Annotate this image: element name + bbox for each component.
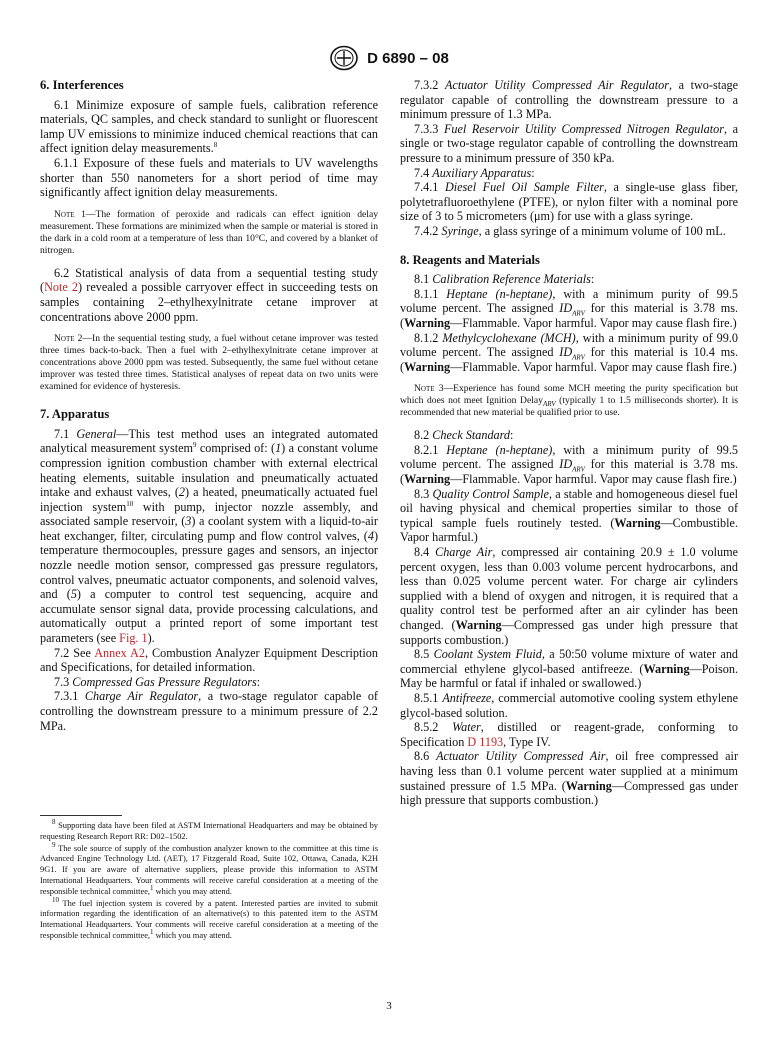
right-column bbox=[400, 78, 738, 808]
para-8-2-1: 8.2.1 Heptane (n-heptane), with a minimum purity of 99.5 volume percent. The assigned $ID_{ARV}$ for this material is 3.78 ms. (Warning—Flammable. Vapor harmful. Vapor may cause flash fire.) bbox=[400, 442, 738, 487]
para-7-3-2: 7.3.2 Actuator Utility Compressed Air Regulator, a two-stage regulator capable of controlling the downstream pressure to a minimum pressure of 1.3 MPa. bbox=[400, 78, 739, 122]
para-6-2: 6.2 Statistical analysis of data from a sequential testing study (Note 2) revealed a possible carryover effect in succeeding tests on samples containing 2–ethylhexylnitrate cetane improver at concentrations above 2000 ppm. bbox=[40, 265, 378, 324]
para-7-3: 7.3 Compressed Gas Pressure Regulators: bbox=[54, 674, 261, 689]
footnote-8: $^8$ Supporting data have been filed at ASTM International Headquarters and may be obtained by requesting Research Report RR: D02–1502. bbox=[40, 818, 378, 841]
para-7-3-1: 7.3.1 Charge Air Regulator, a two-stage regulator capable of controlling the downstream pressure to a minimum pressure of 2.2 MPa. bbox=[40, 689, 378, 733]
section-7-title: 7. Apparatus bbox=[40, 407, 110, 422]
para-8-5-2: 8.5.2 Water, distilled or reagent-grade, conforming to Specification D 1193, Type IV. bbox=[400, 720, 738, 749]
footnote-ref-9[interactable]: 9 bbox=[193, 441, 197, 450]
footnote-9: $^9$ The sole source of supply of the combustion analyzer known to the committee at this time is Advanced Engine Technology Ltd. (AET), 17 Fitzgerald Road, Suite 102, Ottawa, Canada, K2H 9G1. If you are aware of alternative suppliers, please provide this information to ASTM International Headquarters. Your comments will receive careful consideration at a meeting of the responsible technical committee,$^1$ which you may attend. bbox=[40, 840, 378, 896]
para-7-2: 7.2 See Annex A2, Combustion Analyzer Equipment Description and Specifications, for detailed information. bbox=[40, 645, 378, 675]
para-8-5: 8.5 Coolant System Fluid, a 50:50 volume mixture of water and commercial ethylene glycol-based antifreeze. (Warning—Poison. May be harmful or fatal if inhaled or swallowed.) bbox=[400, 647, 739, 691]
footnote-ref-8[interactable]: 8 bbox=[213, 141, 218, 150]
left-column bbox=[40, 78, 378, 733]
note-1: Note 1—The formation of peroxide and radicals can effect ignition delay measurement. These formations are minimized when the sample or material is stored in the dark in a cold room at a temperature of less than 10°C, and covered by a blanket of nitrogen. bbox=[40, 208, 378, 256]
footnote-10: $^{10}$ The fuel injection system is covered by a patent. Interested parties are invited to submit information regarding the identification of an alternative(s) to this patented item to the ASTM International Headquarters. Your comments will receive careful consideration at a meeting of the responsible technical committee,$^1$ which you may attend. bbox=[40, 895, 378, 940]
footnote-ref-10[interactable]: 10 bbox=[126, 499, 134, 508]
note-2-link[interactable]: Note 2 bbox=[44, 280, 79, 295]
para-7-4: 7.4 Auxiliary Apparatus: bbox=[414, 165, 535, 180]
section-6-title: 6. Interferences bbox=[40, 78, 124, 92]
note-2: Note 2—In the sequential testing study, a fuel without cetane improver was tested three times back-to-back. Then a fuel with 2–ethylhexylnitrate cetane improver at concentrations above 2000 ppm was tested. Subsequently, the same fuel without cetane improver was tested three times. Statistical analyses of repeat data on two units were examined for evidence of hysteresis. bbox=[40, 333, 378, 393]
page-number: 3 bbox=[386, 1000, 392, 1012]
fig-1-link[interactable]: Fig. 1 bbox=[119, 631, 148, 646]
para-7-4-1: 7.4.1 Diesel Fuel Oil Sample Filter, a single-use glass fiber, polytetrafluoroethylene (PTFE), or nylon filter with a nominal pore size of 3 to 5 micrometers (μm) for use with a glass syringe. bbox=[400, 180, 739, 224]
para-8-1-1: 8.1.1 Heptane (n-heptane), with a minimum purity of 99.5 volume percent. The assigned $ID_{ARV}$ for this material is 3.78 ms. (Warning—Flammable. Vapor harmful. Vapor may cause flash fire.) bbox=[400, 286, 738, 330]
para-7-1: 7.1 General—This test method uses an integrated automated analytical measurement system$^9$ comprised of: (1) a constant volume compression ignition combustion chamber with external electrical heating elements, suitable insulation and pneumatically actuated intake and exhaust valves, (2) a heated, pneumatically actuated fuel injection system$^{10}$ with pump, injector nozzle assembly, and associated sample reservoir, (3) a coolant system with a liquid-to-air heat exchanger, filter, circulating pump and flow control valves, (4) temperature thermocouples, pressure gages and sensors, an injector nozzle needle motion sensor, compressed gas pressure regulators, control valves, pneumatic actuator components, and solenoid valves, and (5) a computer to control test sequencing, acquire and accumulate sensor signal data, provide processing calculations, and automatically output a printed report of some important test parameters (see Fig. 1). bbox=[40, 426, 379, 646]
annex-a2-link[interactable]: Annex A2 bbox=[94, 645, 145, 660]
note-3: Note 3—Experience has found some MCH meeting the purity specification but which does not meet Ignition Delay$_{ARV}$ (typically 1 to 1.5 milliseconds shorter). It is recommended that new material be qualified prior to use. bbox=[400, 383, 738, 419]
para-6-1: 6.1 Minimize exposure of sample fuels, calibration reference materials, QC samples, and check standard to sunlight or fluorescent lamp UV emissions to minimize induced chemical reactions that can affect ignition delay measurements.$^8$ bbox=[40, 97, 378, 156]
astm-logo-icon bbox=[329, 45, 359, 71]
para-8-2: 8.2 Check Standard: bbox=[414, 428, 514, 443]
section-8-title: 8. Reagents and Materials bbox=[400, 252, 540, 267]
designation: D 6890 – 08 bbox=[367, 49, 449, 67]
footnotes bbox=[40, 818, 378, 943]
para-8-1: 8.1 Calibration Reference Materials: bbox=[414, 272, 595, 287]
para-8-4: 8.4 Charge Air, compressed air containing 20.9 ± 1.0 volume percent oxygen, less than 0.003 volume percent hydrocarbons, and less than 0.025 volume percent water. For charge air cylinders supplied with a blend of oxygen and nitrogen, it is required that a quality control test be performed after an air cylinder has been changed. (Warning—Compressed gas under high pressure that supports combustion.) bbox=[400, 545, 738, 647]
para-6-1-1: 6.1.1 Exposure of these fuels and materials to UV wavelengths shorter than 550 nanometers for a short period of time may significantly affect ignition delay measurements. bbox=[40, 155, 378, 200]
para-7-4-2: 7.4.2 Syringe, a glass syringe of a minimum volume of 100 mL. bbox=[414, 223, 726, 238]
para-8-1-2: 8.1.2 Methylcyclohexane (MCH), with a minimum purity of 99.0 volume percent. The assigned $ID_{ARV}$ for this material is 10.4 ms. (Warning—Flammable. Vapor harmful. Vapor may cause flash fire.) bbox=[400, 330, 738, 374]
para-8-5-1: 8.5.1 Antifreeze, commercial automotive cooling system ethylene glycol-based solution. bbox=[400, 690, 739, 720]
para-8-3: 8.3 Quality Control Sample, a stable and homogeneous diesel fuel oil having physical and chemical properties similar to those of typical sample fuels routinely tested. (Warning—Combustible. Vapor harmful.) bbox=[400, 486, 738, 545]
footnote-divider bbox=[40, 815, 122, 816]
para-7-3-3: 7.3.3 Fuel Reservoir Utility Compressed Nitrogen Regulator, a single or two-stage regulator capable of controlling the downstream pressure to a minimum pressure of 350 kPa. bbox=[400, 121, 738, 165]
d-1193-link[interactable]: D 1193 bbox=[467, 734, 504, 749]
page-header bbox=[0, 45, 778, 71]
para-8-6: 8.6 Actuator Utility Compressed Air, oil free compressed air having less than 0.1 volume percent water supplied at a minimum sustained pressure of 1.5 MPa. (Warning—Compressed gas under high pressure that supports combustion.) bbox=[400, 749, 739, 808]
